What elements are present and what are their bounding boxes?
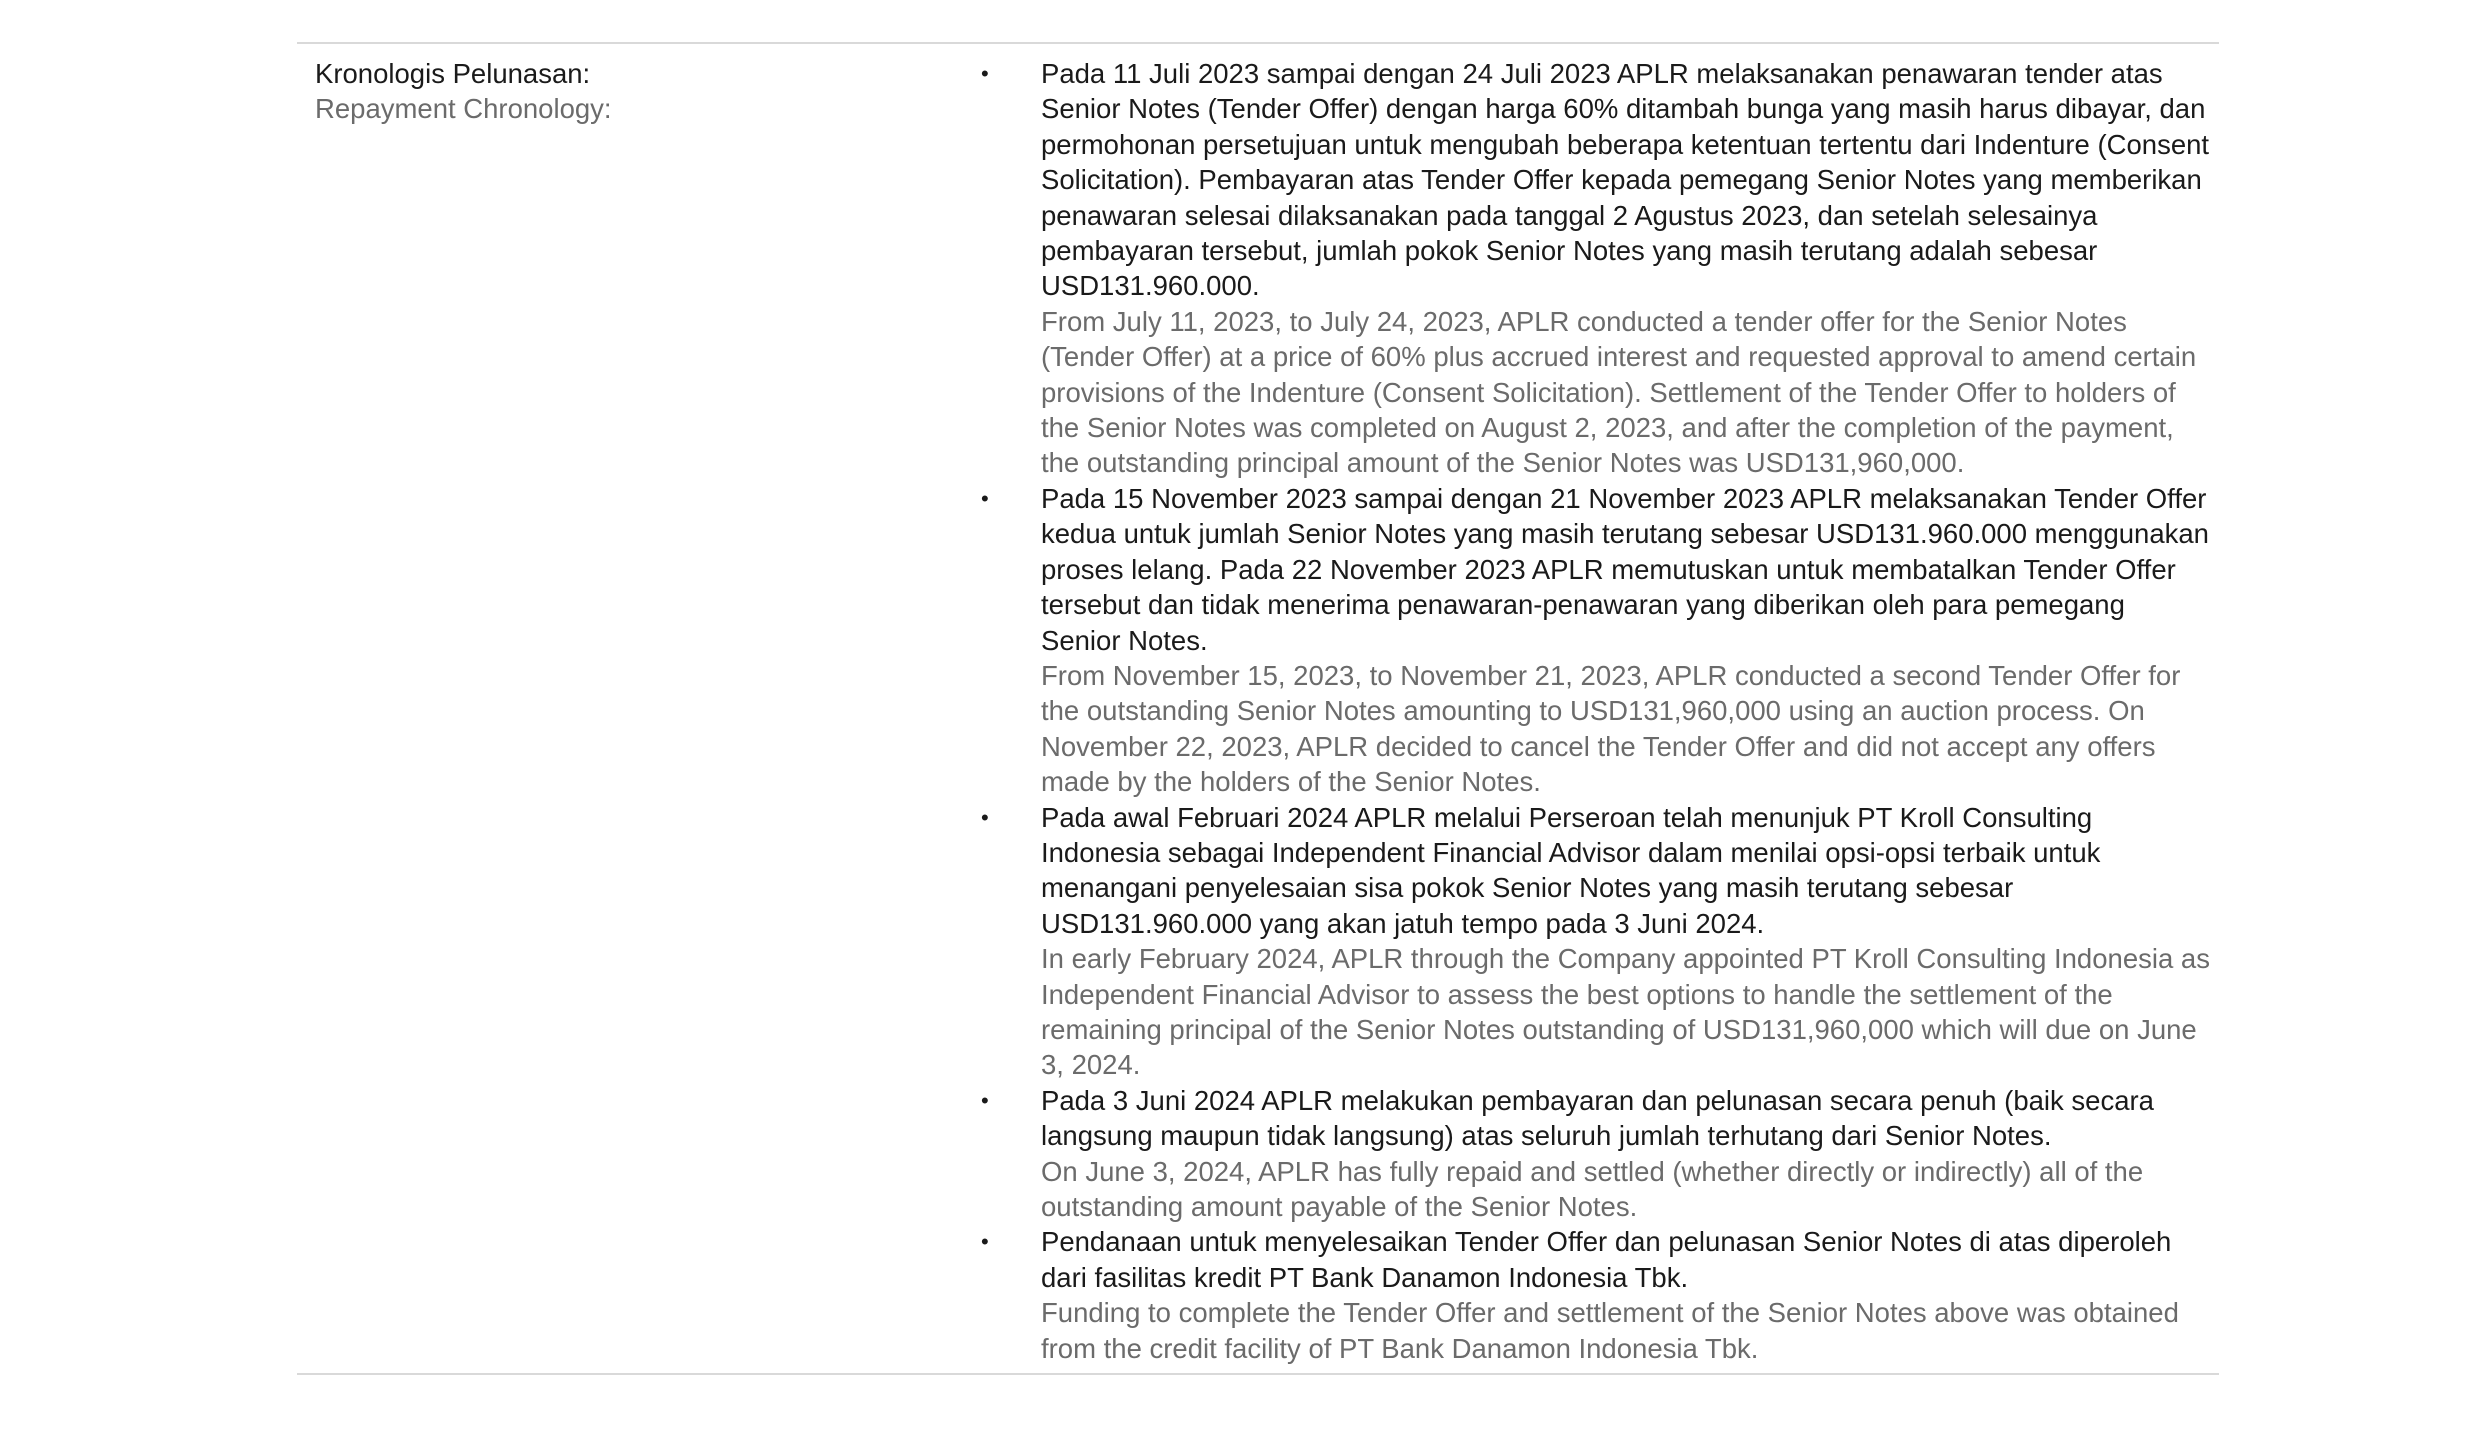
- item-text-english: Funding to complete the Tender Offer and settlement of the Senior Notes above was obtained from the credit facility of PT Bank Danamon Indonesia Tbk.: [1041, 1297, 2179, 1364]
- section-label-english: Repayment Chronology:: [315, 93, 612, 125]
- item-text-english: On June 3, 2024, APLR has fully repaid and settled (whether directly or indirectly) all of the outstanding amount payable of the Senior Notes.: [1041, 1155, 2144, 1222]
- list-item: [960, 1224, 2210, 1366]
- bullet-icon: •: [981, 61, 989, 86]
- list-item: [960, 800, 2210, 1083]
- item-text-indonesian: Pada 3 Juni 2024 APLR melakukan pembayaran dan pelunasan secara penuh (baik secara langsung maupun tidak langsung) atas seluruh jumlah terhutang dari Senior Notes.: [1041, 1084, 2154, 1152]
- bullet-icon: •: [981, 1087, 989, 1113]
- table-top-divider: [297, 42, 2219, 44]
- repayment-chronology-list: [960, 56, 2210, 1366]
- item-text-indonesian: Pada awal Februari 2024 APLR melalui Perseroan telah menunjuk PT Kroll Consulting Indonesia sebagai Independent Financial Advisor dalam menilai opsi-opsi terbaik untuk menangani penyelesaian sisa pokok Senior Notes yang masih terutang sebesar USD131.960.000 yang akan jatuh tempo pada 3 Juni 2024.: [1041, 801, 2101, 939]
- item-text-english: In early February 2024, APLR through the Company appointed PT Kroll Consulting Indonesia as Independent Financial Advisor to assess the best options to handle the settlement of the remaining principal of the Senior Notes outstanding of USD131,960,000 which will due on June 3, 2024.: [1041, 943, 2210, 1081]
- bullet-icon: •: [981, 804, 989, 830]
- bullet-icon: •: [981, 1229, 989, 1255]
- item-text-indonesian: Pada 11 Juli 2023 sampai dengan 24 Juli 2023 APLR melaksanakan penawaran tender atas Senior Notes (Tender Offer) dengan harga 60% ditambah bunga yang masih harus dibayar, dan permohonan persetujuan untuk mengubah beberapa ketentuan tertentu dari Indenture (Consent Solicitation). Pembayaran atas Tender Offer kepada pemegang Senior Notes yang memberikan penawaran selesai dilaksanakan pada tanggal 2 Agustus 2023, dan setelah selesainya pembayaran tersebut, jumlah pokok Senior Notes yang masih terutang adalah sebesar USD131.960.000.: [1041, 58, 2210, 302]
- item-text-english: From July 11, 2023, to July 24, 2023, APLR conducted a tender offer for the Senior Notes (Tender Offer) at a price of 60% plus accrued interest and requested approval to amend certain provisions of the Indenture (Consent Solicitation). Settlement of the Tender Offer to holders of the Senior Notes was completed on August 2, 2023, and after the completion of the payment, the outstanding principal amount of the Senior Notes was USD131,960,000.: [1041, 305, 2197, 479]
- section-label-indonesian: Kronologis Pelunasan:: [315, 58, 591, 89]
- section-label: [315, 56, 915, 127]
- table-bottom-divider: [297, 1373, 2219, 1375]
- list-item: [960, 1083, 2210, 1225]
- item-text-indonesian: Pendanaan untuk menyelesaikan Tender Offer dan pelunasan Senior Notes di atas diperoleh dari fasilitas kredit PT Bank Danamon Indonesia Tbk.: [1041, 1226, 2172, 1293]
- list-item: [960, 481, 2210, 800]
- bullet-icon: •: [981, 485, 989, 511]
- item-text-english: From November 15, 2023, to November 21, 2023, APLR conducted a second Tender Offer for the outstanding Senior Notes amounting to USD131,960,000 using an auction process. On November 22, 2023, APLR decided to cancel the Tender Offer and did not accept any offers made by the holders of the Senior Notes.: [1041, 659, 2181, 798]
- list-item: [960, 56, 2210, 481]
- item-text-indonesian: Pada 15 November 2023 sampai dengan 21 November 2023 APLR melaksanakan Tender Offer kedua untuk jumlah Senior Notes yang masih terutang sebesar USD131.960.000 menggunakan proses lelang. Pada 22 November 2023 APLR memutuskan untuk membatalkan Tender Offer tersebut dan tidak menerima penawaran-penawaran yang diberikan oleh para pemegang Senior Notes.: [1041, 482, 2209, 656]
